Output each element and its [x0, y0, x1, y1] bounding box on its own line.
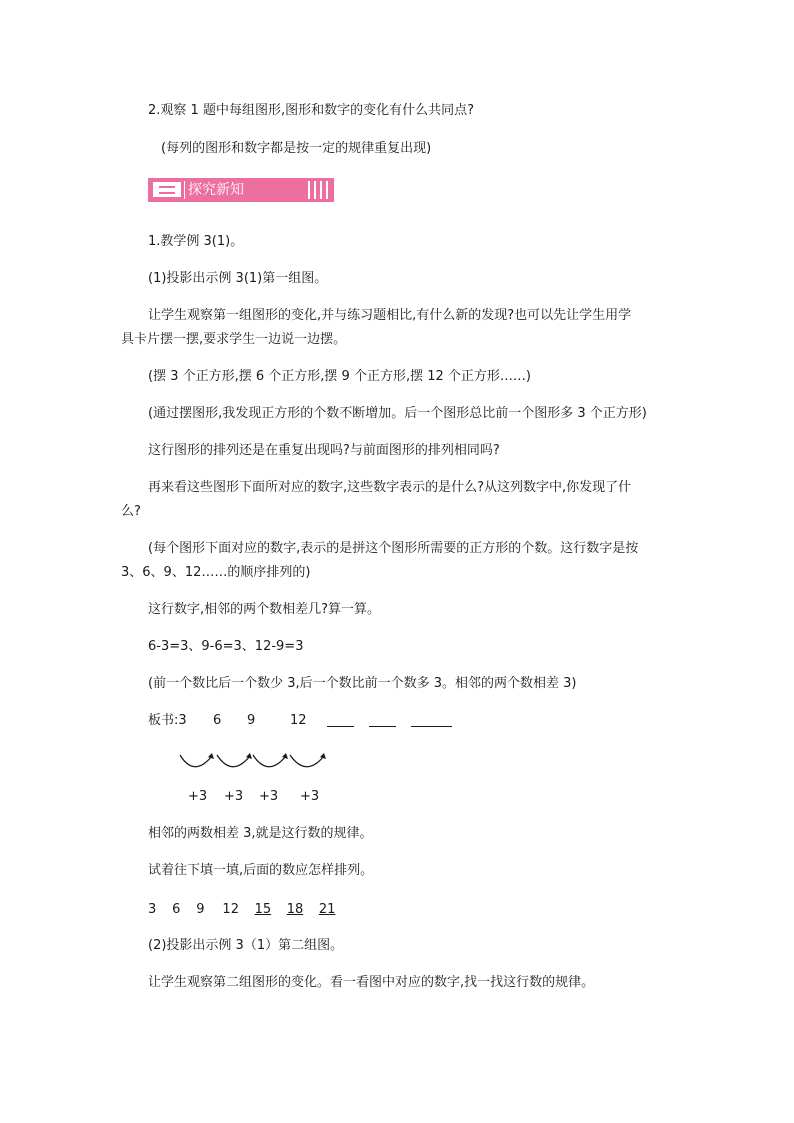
board-number: 12	[290, 713, 307, 728]
number-sequence	[148, 901, 343, 918]
arc-arrow-icon	[180, 755, 212, 767]
sequence-number: 6	[172, 902, 181, 917]
difference-label: +3	[259, 789, 279, 804]
difference-label: +3	[224, 789, 244, 804]
equation-line: 6-3=3、9-6=3、12-9=3	[148, 639, 304, 654]
paragraph: 让学生观察第一组图形的变化,并与练习题相比,有什么新的发现?也可以先让学生用学	[148, 308, 632, 323]
paragraph: (2)投影出示例 3（1）第二组图。	[148, 938, 344, 953]
board-number: 9	[247, 713, 256, 728]
section-banner	[148, 178, 334, 202]
example-heading: 1.教学例 3(1)。	[148, 234, 244, 249]
section-number-icon	[152, 181, 182, 198]
question-2: 2.观察 1 题中每组图形,图形和数字的变化有什么共同点?	[148, 103, 474, 118]
paragraph: 让学生观察第二组图形的变化。看一看图中对应的数字,找一找这行数的规律。	[148, 975, 595, 990]
paragraph: (摆 3 个正方形,摆 6 个正方形,摆 9 个正方形,摆 12 个正方形……)	[148, 369, 531, 384]
sequence-number: 12	[222, 902, 239, 917]
sequence-number: 3	[148, 902, 157, 917]
section-title: 探究新知	[188, 182, 244, 198]
paragraph: 具卡片摆一摆,要求学生一边说一边摆。	[121, 332, 347, 347]
sequence-number: 9	[196, 902, 205, 917]
arc-arrow-icon	[290, 755, 324, 767]
paragraph: 相邻的两数相差 3,就是这行数的规律。	[148, 826, 373, 841]
board-blank	[369, 726, 396, 727]
difference-label: +3	[188, 789, 208, 804]
paragraph: 3、6、9、12……的顺序排列的)	[121, 565, 311, 580]
board-number: 6	[213, 713, 222, 728]
difference-label: +3	[300, 789, 320, 804]
sequence-answer: 15	[254, 902, 272, 917]
board-prefix: 板书:3	[148, 713, 187, 728]
paragraph: 再来看这些图形下面所对应的数字,这些数字表示的是什么?从这列数字中,你发现了什	[148, 480, 632, 495]
sequence-answer: 21	[318, 902, 336, 917]
arc-arrow-icon	[253, 755, 286, 767]
answer-2: (每列的图形和数字都是按一定的规律重复出现)	[161, 141, 432, 156]
paragraph: (前一个数比后一个数少 3,后一个数比前一个数多 3。相邻的两个数相差 3)	[148, 676, 577, 691]
paragraph: 这行数字,相邻的两个数相差几?算一算。	[148, 602, 381, 617]
board-blank	[411, 726, 452, 727]
arc-arrow-icon	[217, 755, 250, 767]
paragraph: (每个图形下面对应的数字,表示的是拼这个图形所需要的正方形的个数。这行数字是按	[148, 541, 639, 556]
board-arcs	[176, 748, 336, 778]
paragraph: 么?	[121, 504, 141, 519]
sequence-answer: 18	[286, 902, 304, 917]
paragraph: (通过摆图形,我发现正方形的个数不断增加。后一个图形总比前一个图形多 3 个正方形)	[148, 406, 647, 421]
paragraph: 这行图形的排列还是在重复出现吗?与前面图形的排列相同吗?	[148, 443, 500, 458]
paragraph: 试着往下填一填,后面的数应怎样排列。	[148, 863, 374, 878]
board-blank	[327, 726, 354, 727]
paragraph: (1)投影出示例 3(1)第一组图。	[148, 271, 328, 286]
